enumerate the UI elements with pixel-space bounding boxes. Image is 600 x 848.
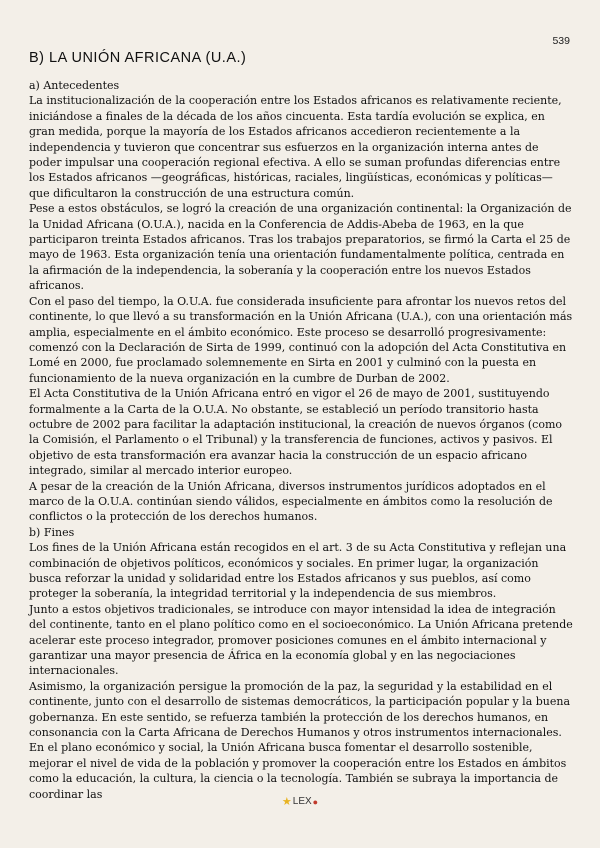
logo-text: LEX: [292, 796, 312, 807]
section-antecedentes: [29, 78, 574, 525]
section-fines: [29, 525, 574, 802]
paragraph: La institucionalización de la cooperación entre los Estados africanos es relativamente reciente, iniciándose a finales de la década de los años cincuenta. Esta tardía evolución se explica, en gran medida, porque la mayoría de los Estados africanos accedieron recientemente a la independencia y tuvieron que concentrar sus esfuerzos en la organización interna antes de poder impulsar una cooperación regional efectiva. A ello se suman profundas diferencias entre los Estados africanos —geográficas, históricas, raciales, lingüísticas, económicas y políticas— que dificultaron la construcción de una estructura común.: [29, 94, 562, 200]
lex-logo: [282, 795, 318, 808]
paragraph: Con el paso del tiempo, la O.U.A. fue considerada insuficiente para afrontar los nuevos retos del continente, lo que llevó a su transformación en la Unión Africana (U.A.), con una orientación más amplia, especialmente en el ámbito económico. Este proceso se desarrolló progresivamente: comenzó con la Declaración de Sirta de 1999, continuó con la adopción del Acta Constitutiva en Lomé en 2000, fue proclamado solemnemente en Sirta en 2001 y culminó con la puesta en funcionamiento de la nueva organización en la cumbre de Durban de 2002.: [29, 294, 573, 385]
paragraph: Los fines de la Unión Africana están recogidos en el art. 3 de su Acta Constitutiva y reflejan una combinación de objetivos políticos, económicos y sociales. En primer lugar, la organización busca reforzar la unidad y solidaridad entre los Estados africanos y sus pueblos, así como proteger la soberanía, la integridad territorial y la independencia de sus miembros.: [29, 541, 567, 601]
section-title: B) LA UNIÓN AFRICANA (U.A.): [29, 50, 247, 66]
paragraph: A pesar de la creación de la Unión Africana, diversos instrumentos jurídicos adoptados en el marco de la O.U.A. continúan siendo válidos, especialmente en ámbitos como la resolución de conflictos o la protección de los derechos humanos.: [29, 479, 553, 524]
paragraph: Pese a estos obstáculos, se logró la creación de una organización continental: la Organización de la Unidad Africana (O.U.A.), nacida en la Conferencia de Addis-Abeba de 1963, en la que participaron treinta Estados africanos. Tras los trabajos preparatorios, se firmó la Carta el 25 de mayo de 1963. Esta organización tenía una orientación fundamentalmente política, centrada en la afirmación de la independencia, la soberanía y la cooperación entre los nuevos Estados africanos.: [29, 202, 572, 293]
paragraph: En el plano económico y social, la Unión Africana busca fomentar el desarrollo sostenible, mejorar el nivel de vida de la población y promover la cooperación entre los Estados en ámbitos como la educación, la cultura, la ciencia o la tecnología. También se subraya la importancia de coordinar las: [29, 741, 567, 801]
star-icon: ★: [281, 796, 292, 808]
subheading-fines: b) Fines: [29, 525, 75, 539]
paragraph: El Acta Constitutiva de la Unión Africana entró en vigor el 26 de mayo de 2001, sustituyendo formalmente a la Carta de la O.U.A. No obstante, se estableció un período transitorio hasta octubre de 2002 para facilitar la adaptación institucional, la creación de nuevos órganos (como la Comisión, el Parlamento o el Tribunal) y la transferencia de funciones, activos y pasivos. El objetivo de esta transformación era avanzar hacia la construcción de un espacio africano integrado, similar al mercado interior europeo.: [29, 387, 563, 478]
paragraph: Asimismo, la organización persigue la promoción de la paz, la seguridad y la estabilidad en el continente, junto con el desarrollo de sistemas democráticos, la participación popular y la buena gobernanza. En este sentido, se refuerza también la protección de los derechos humanos, en consonancia con la Carta Africana de Derechos Humanos y otros instrumentos internacionales.: [29, 679, 571, 740]
footer: [0, 795, 600, 808]
paragraph: Junto a estos objetivos tradicionales, se introduce con mayor intensidad la idea de integración del continente, tanto en el plano político como en el socioeconómico. La Unión Africana pretende acelerar este proceso integrador, promover posiciones comunes en el ámbito internacional y garantizar una mayor presencia de África en la economía global y en las negociaciones internacionales.: [29, 602, 573, 678]
page-number: 539: [552, 35, 570, 47]
subheading-antecedentes: a) Antecedentes: [29, 79, 120, 92]
drop-icon: ●: [312, 796, 319, 807]
